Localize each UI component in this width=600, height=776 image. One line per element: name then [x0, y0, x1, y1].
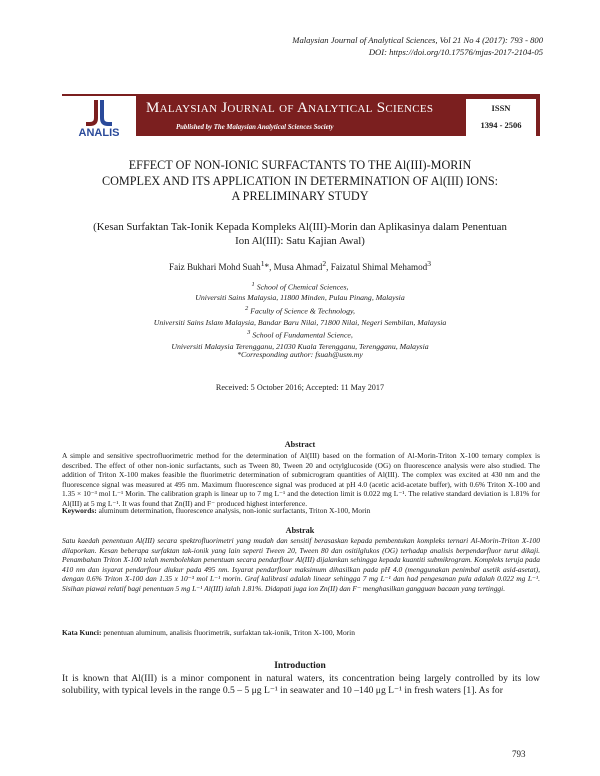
author-name: Musa Ahmad	[273, 262, 323, 273]
subtitle-line: (Kesan Surfaktan Tak-Ionik Kepada Kompleks Al(III)-Morin dan Aplikasinya dalam Penentuan	[93, 221, 507, 233]
title-line: EFFECT OF NON-IONIC SURFACTANTS TO THE Al(III)-MORIN	[128, 158, 472, 172]
title-line: A PRELIMINARY STUDY	[231, 189, 369, 203]
kata-kunci-text: penentuan aluminum, analisis fluorimetrik, surfaktan tak-ionik, Triton X-100, Morin	[103, 628, 355, 637]
issn-label: ISSN	[491, 103, 511, 113]
author-name: , Faizatul Shimal Mehamod	[326, 262, 428, 273]
journal-name: Malaysian Journal of Analytical Sciences	[146, 100, 434, 116]
author-name: Faiz Bukhari Mohd Suah	[169, 262, 261, 273]
author-sup: 3	[427, 259, 431, 268]
logo-text: ANALIS	[78, 127, 120, 138]
abstrak-heading: Abstrak	[285, 526, 315, 535]
affil-sup: 2	[245, 305, 249, 313]
page-number: 793	[512, 749, 526, 759]
affiliations	[0, 280, 600, 353]
paper-subtitle	[70, 220, 530, 248]
title-line: COMPLEX AND ITS APPLICATION IN DETERMINATION OF Al(III) IONS:	[101, 173, 499, 188]
paper-title	[70, 158, 530, 205]
affil-sup: 3	[247, 329, 251, 337]
abstract-text: A simple and sensitive spectrofluorimetric method for the determination of Al(III) based on the formation of Al-Morin-Triton X-100 ternary complex is described. The effect of other non-ionic surfactants, such as Tween 80, Tween 20 and octylglucoside (OG) on fluorescence analysis were also studied. The addition of Triton X-100 makes feasible the fluorimetric determination of submicrogram quantities of Al(III). The complex was excited at 430 nm and the fluorescence signal was measured at 495 nm. Maximum fluorescence signal was produced at pH 4.0 (acetic acid-acetate buffer), with 0.6% Triton X-100 and 1.35 × 10⁻³ mol L⁻¹ Morin. The calibration graph is linear up to 7 mg L⁻¹ and the detection limit is 0.022 mg L⁻¹. The relative standard deviation is 1.81% for Al(III) at 5 mg L⁻¹. It was found that Zn(II) and F⁻ produced highest interference.	[62, 451, 540, 508]
corresponding-author: *Corresponding author: fsuah@usm.my	[237, 350, 363, 359]
affiliation-line: Universiti Sains Malaysia, 11800 Minden, Pulau Pinang, Malaysia	[195, 293, 405, 303]
abstract-heading: Abstract	[284, 440, 316, 449]
received-dates: Received: 5 October 2016; Accepted: 11 May 2017	[215, 383, 385, 392]
affiliation-line: $^2$ Faculty of Science & Technology,	[245, 305, 355, 316]
keywords-label: Keywords:	[62, 506, 97, 515]
author-sup: 1	[260, 259, 265, 268]
affiliation-line: $^1$ School of Chemical Sciences,	[251, 281, 349, 292]
introduction-heading: Introduction	[274, 661, 326, 671]
kata-kunci-label: Kata Kunci:	[62, 628, 102, 637]
author-sep: *,	[264, 262, 274, 273]
affiliation-line: Universiti Malaysia Terengganu, 21030 Kuala Terengganu, Terengganu, Malaysia	[171, 341, 429, 351]
journal-reference	[292, 34, 543, 58]
doi-link[interactable]: DOI: https://doi.org/10.17576/mjas-2017-2104-05	[368, 47, 543, 57]
affil-sup: 1	[251, 281, 255, 288]
subtitle-line: Ion Al(III): Satu Kajian Awal)	[235, 235, 365, 247]
author-list	[0, 259, 600, 272]
author-sup: 2	[322, 259, 327, 268]
publisher-line: Published by The Malaysian Analytical Sciences Society	[176, 124, 334, 131]
kata-kunci	[62, 628, 540, 637]
analis-logo	[62, 96, 136, 138]
keywords-text: aluminum determination, fluorescence analysis, non-ionic surfactants, Triton X-100, Morin	[98, 506, 371, 515]
issn-value: 1394 - 2506	[480, 120, 522, 130]
introduction-text: It is known that Al(III) is a minor component in natural waters, its concentration being largely controlled by its low solubility, with typical levels in the range 0.5 – 5 μg L⁻¹ in seawater and 10 –140 μg L⁻¹ in fresh waters [1]. As for	[62, 673, 540, 697]
abstrak-text: Satu kaedah penentuan Al(III) secara spektrofluorimetri yang mudah dan sensitif berasaskan kepada pembentukan kompleks ternari Al-Morin-Triton X-100 dilaporkan. Kesan beberapa surfaktan tak-ionik yang lain seperti Tween 20, Tween 80 dan ositilglukos (OG) terhadap analisis berpendarfluor turut dikaji. Penambahan Triton X-100 telah membolehkan penentuan secara pendarflour Al(III) dijalankan sehingga kepada kuantiti submikrogram. Kompleks teruja pada 410 nm dan isyarat pendarflour diukur pada 495 nm. Isyarat pendarflour maksimum dihasilkan pada pH 4.0 (menggunakan penimbal asetik asid-asetat), dengan 0.6% Triton X-100 dan 1.35 x 10⁻³ mol L⁻¹ morin. Graf kalibrasi adalah linear sehingga 7 mg L⁻¹ dan had pengesanan pula adalah 0.022 mg L⁻¹. Sisihan piawai relatif bagi penentuan 5 mg L⁻¹ Al(III) ialah 1.81%. Didapati juga ion Zn(II) dan F⁻ menghasilkan gangguan bacaan yang tertinggi.	[62, 536, 540, 593]
affiliation-line: $^3$ School of Fundamental Science,	[247, 329, 353, 340]
analis-logo-icon	[62, 96, 136, 138]
keywords	[62, 506, 540, 515]
issn-box	[466, 99, 536, 138]
journal-citation: Malaysian Journal of Analytical Sciences, Vol 21 No 4 (2017): 793 - 800	[292, 35, 543, 45]
affiliation-line: Universiti Sains Islam Malaysia, Bandar Baru Nilai, 71800 Nilai, Negeri Sembilan, Malaysia	[153, 317, 447, 327]
